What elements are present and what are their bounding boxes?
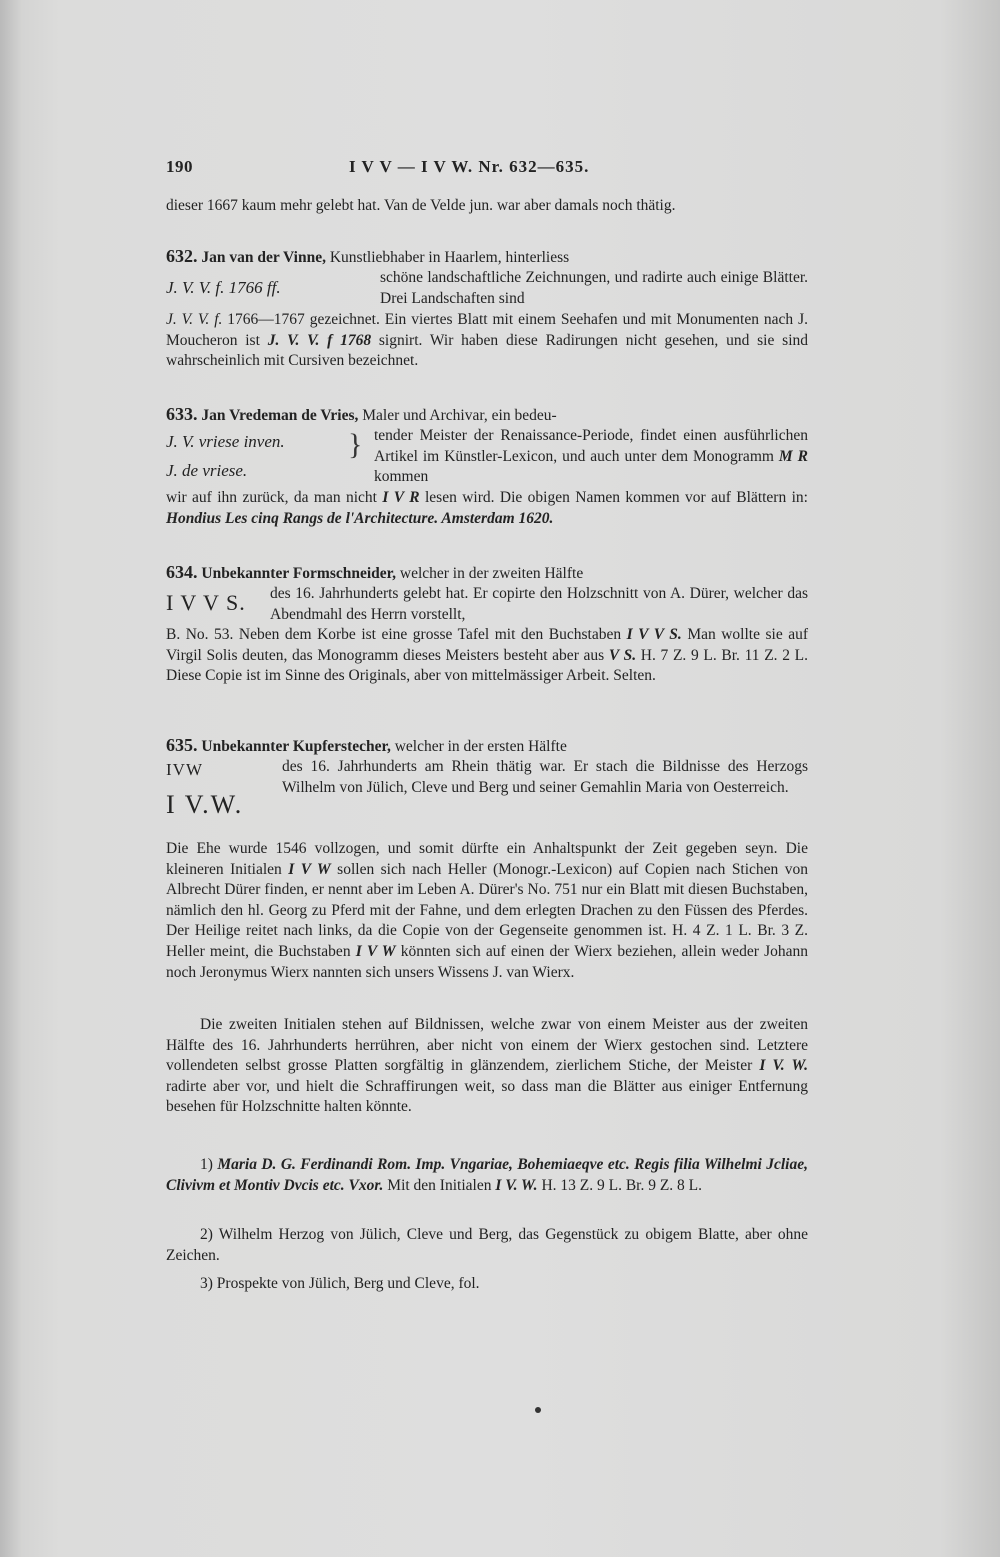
inline-monogram: I V. W. [759,1057,808,1075]
inline-monogram: M R [773,447,808,465]
inline-monogram: I V. W. [495,1176,538,1194]
body-text: tender Meister der Renaissance-Periode, findet einen ausführlichen Artikel im Künstler-Lexicon, und auch unter dem Monogramm [374,427,808,465]
body-text: radirte aber vor, und hielt die Schraffirungen weit, so dass man die Blätter aus einiger Entfernung besehen für Holzschnitte halten könnte. [166,1077,808,1116]
entry-number: 635. [166,735,198,755]
entry-lead: welcher in der ersten Hälfte [390,738,567,755]
body-text: kommen [374,468,429,486]
entry-635-body [166,839,808,983]
entry-lead: Kunstliebhaber in Haarlem, hinterliess [325,249,570,266]
entry-632-side-text: schöne landschaftliche Zeichnungen, und radirte auch einige Blätter. Drei Landschaften sind [380,269,808,307]
entry-634-heading [166,562,808,585]
artist-name: Jan van der Vinne, [201,249,326,266]
artist-name: Jan Vredeman de Vries, [201,407,359,424]
entry-number: 634. [166,562,198,582]
page-number: 190 [166,157,193,176]
monogram-633-a: J. V. vriese inven. [166,432,285,451]
body-text: wir auf ihn zurück, da man nicht [166,489,383,506]
body-text: B. No. 53. Neben dem Korbe ist eine grosse Tafel mit den Buchstaben [166,626,627,643]
entry-635-side-text: des 16. Jahrhunderts am Rhein thätig war. Er stach die Bildnisse des Herzogs Wilhelm von Jülich, Cleve und Berg und seiner Gemahlin Maria von Oesterreich. [282,758,808,796]
body-text: Die Ehe wurde 1546 vollzogen, und somit dürfte ein Anhaltspunkt der Zeit gegeben seyn. Die kleineren Initialen [166,840,808,878]
inline-monogram: I V W [288,860,331,878]
entry-634-side-text: des 16. Jahrhunderts gelebt hat. Er copirte den Holzschnitt von A. Dürer, welcher das Abendmahl des Herrn vorstellt, [270,585,808,623]
body-text: 1766—1767 gezeichnet. Ein viertes Blatt mit einem Seehafen und mit Monumenten nach J. Moucheron ist [166,311,808,349]
item-number: 1) [200,1156,218,1173]
entry-633-heading [166,404,808,427]
entry-632-body [166,310,808,372]
monogram-634: I V V S. [166,590,246,615]
entry-lead: Maler und Archivar, ein bedeu- [358,407,557,424]
entry-635-heading [166,735,808,758]
body-text: sollen sich nach Heller (Monogr.-Lexicon) auf Copien nach Stichen von Albrecht Dürer finden, er nennt aber im Leben A. Dürer's No. 751 nur ein Blatt mit diesen Buchstaben, nämlich den hl. Georg zu Pferd mit der Fahne, und dem erlegten Drachen zu den Füssen des Pferdes. Der Heilige reitet nach links, da die Copie von der Gegenseite genommen ist. H. 4 Z. 1 L. Br. 3 Z. Heller meint, die Buchstaben [166,860,809,960]
inline-monogram: J. V. V. f 1768 [267,331,372,349]
page-header [166,157,808,181]
brace-glyph: } [348,428,363,461]
inline-monogram: V S. [608,646,637,664]
body-text: Man wollte sie auf Virgil Solis deuten, das Monogramm dieses Meisters besteht aber aus [166,626,809,664]
monogram-633-b: J. de vriese. [166,461,248,480]
entry-633-side-text [374,426,808,488]
entry-lead: welcher in der zweiten Hälfte [396,565,584,582]
intro-paragraph: dieser 1667 kaum mehr gelebt hat. Van de Velde jun. war aber damals noch thätig. [166,197,676,214]
entry-633-body [166,488,808,529]
inline-monogram: I V V S. [626,626,682,643]
body-text: H. 13 Z. 9 L. Br. 9 Z. 8 L. [537,1176,703,1194]
artist-name: Unbekannter Formschneider, [201,565,396,582]
entry-number: 633. [166,404,198,424]
portrait-inscription: Maria D. G. Ferdinandi Rom. Imp. Vngariae, Bohemiaeqve etc. Regis filia Wilhelmi Jcliae, Clivivm et Montiv Dvcis etc. Vxor. [166,1156,808,1194]
book-reference: Hondius Les cinq Rangs de l'Architecture. Amsterdam 1620. [166,509,554,527]
artist-name: Unbekannter Kupferstecher, [201,738,391,755]
list-item-1 [166,1155,808,1196]
inline-monogram: I V R [382,489,420,506]
ink-speck [535,1407,541,1413]
monogram-635-b: I V.W. [166,790,244,819]
inline-monogram: J. V. V. f. [166,311,223,328]
body-text: H. 7 Z. 9 L. Br. 11 Z. 2 L. Diese Copie ist im Sinne des Originals, aber von mittelmässiger Arbeit. Selten. [166,646,808,685]
running-title: I V V — I V W. Nr. 632—635. [349,157,590,176]
list-item-3: 3) Prospekte von Jülich, Berg und Cleve, fol. [200,1275,480,1292]
entry-632-heading [166,246,808,269]
body-text: signirt. Wir haben diese Radirungen nicht gesehen, und sie sind wahrscheinlich mit Cursiven bezeichnet. [166,331,808,370]
body-text: Mit den Initialen [383,1176,496,1194]
entry-634-body [166,625,808,687]
list-item-2: 2) Wilhelm Herzog von Jülich, Cleve und Berg, das Gegenstück zu obigem Blatte, aber ohne Zeichen. [166,1226,808,1264]
monogram-632: J. V. V. f. 1766 ff. [166,278,281,297]
inline-monogram: I V W [355,942,396,960]
entry-number: 632. [166,246,198,266]
body-text: lesen wird. Die obigen Namen kommen vor auf Blättern in: [419,489,808,506]
body-text: könnten sich auf einen der Wierx beziehen, allein weder Johann noch Jeronymus Wierx nannten sich unsers Wissens J. van Wierx. [166,942,809,981]
body-text: Die zweiten Initialen stehen auf Bildnissen, welche zwar von einem Meister aus der zweiten Hälfte des 16. Jahrhunderts herrühren, aber nicht von einem der Wierx gestochen sind. Letztere vollendeten selbst grosse Platten sorgfältig in glänzendem, zierlichem Stiche, der Meister [166,1016,808,1075]
second-paragraph [166,1015,808,1118]
monogram-635-a: IVW [166,760,203,779]
